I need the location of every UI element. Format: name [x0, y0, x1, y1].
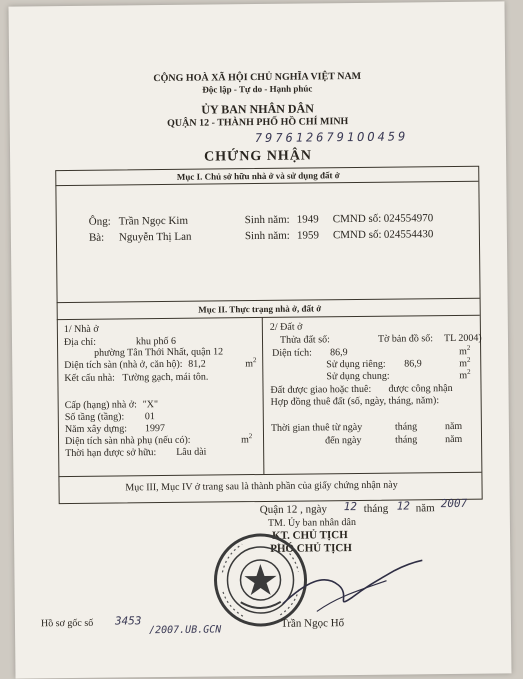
- owner1-prefix: Ông:: [88, 215, 111, 228]
- owner2-prefix: Bà:: [88, 231, 105, 244]
- private-use-value: 86,9: [404, 358, 422, 370]
- date-place: Quận 12 , ngày: [259, 503, 328, 517]
- lease-from-label: Thời gian thuê từ ngày: [270, 421, 363, 434]
- lease-from-month-label: tháng: [394, 421, 418, 433]
- lease-to-label: đến ngày: [325, 434, 362, 447]
- owner2-name: Nguyễn Thị Lan: [118, 230, 192, 244]
- floor-area-unit: $m^2$: [245, 356, 257, 370]
- private-use-unit: $m^2$: [459, 355, 471, 370]
- date-day: 12: [343, 499, 358, 514]
- file-number-suffix: /2007.UB.GCN: [148, 624, 222, 637]
- lease-to-month-label: tháng: [394, 434, 418, 446]
- signature-icon: [276, 550, 427, 622]
- area-unit: $m^2$: [459, 343, 471, 358]
- section2-heading: Mục II. Thực trạng nhà ở, đất ở: [198, 303, 322, 315]
- on-behalf: TM. Ủy ban nhân dân: [267, 517, 357, 529]
- date-month-label: tháng: [363, 502, 389, 515]
- land-title: 2/ Đất ở: [269, 321, 303, 333]
- serial-number: 7976126791OO459: [254, 129, 409, 146]
- term-label: Thời hạn được sở hữu:: [65, 447, 157, 460]
- area-value: 86,9: [330, 347, 348, 359]
- private-use-label: Sử dụng riêng:: [326, 358, 386, 371]
- floors-label: Số tầng (tầng):: [64, 411, 125, 424]
- district-title: QUẬN 12 - THÀNH PHỐ HỒ CHÍ MINH: [167, 116, 349, 129]
- floor-area-label: Diện tích sàn (nhà ở, căn hộ):: [64, 358, 183, 372]
- plot-label: Thửa đất số:: [279, 334, 330, 346]
- position-title: PHÓ CHỦ TỊCH: [270, 542, 352, 555]
- file-number-value: 3453: [114, 614, 142, 628]
- floors-value: 01: [144, 411, 155, 423]
- date-year: 2007: [440, 496, 468, 511]
- owner2-id-label: CMND số:: [332, 228, 382, 242]
- area-label: Diện tích:: [272, 347, 312, 359]
- floor-area-value: 81,2: [188, 358, 206, 370]
- term-value: Lâu dài: [176, 446, 207, 458]
- owner1-birth-label: Sinh năm:: [244, 213, 290, 227]
- house-address-line2: phường Tân Thới Nhất, quận 12: [94, 346, 224, 359]
- owner1-id-label: CMND số:: [332, 212, 382, 226]
- shared-use-unit: $m^2$: [459, 367, 471, 382]
- signer-name: Trần Ngọc Hổ: [280, 617, 345, 630]
- house-title: 1/ Nhà ở: [63, 323, 99, 336]
- date-month: 12: [396, 499, 411, 513]
- built-value: 1997: [144, 423, 165, 435]
- house-address-line1: khu phố 6: [135, 335, 177, 348]
- grade-value: "X": [142, 399, 159, 411]
- allocation-value: được công nhận: [388, 382, 453, 395]
- structure-value: Tường gạch, mái tôn.: [122, 371, 209, 384]
- map-label: Tờ bản đồ số:: [377, 333, 434, 345]
- section1-heading: Mục I. Chủ sở hữu nhà ở và sử dụng đất ở: [176, 170, 340, 182]
- aux-area-label: Diện tích sàn nhà phụ (nếu có):: [64, 434, 191, 448]
- document-title: CHỨNG NHẬN: [204, 148, 313, 165]
- house-address-label: Địa chỉ:: [63, 336, 97, 349]
- country-title: CỘNG HOÀ XÃ HỘI CHỦ NGHĨA VIỆT NAM: [153, 70, 362, 85]
- map-value: TL 2004): [443, 332, 482, 345]
- structure-label: Kết cấu nhà:: [64, 372, 115, 385]
- authority-title: ỦY BAN NHÂN DÂN: [201, 101, 314, 117]
- built-label: Năm xây dựng:: [64, 423, 128, 436]
- section3-note: Mục III, Mục IV ở trang sau là thành phần của giấy chứng nhận này: [125, 479, 398, 494]
- shared-use-label: Sử dụng chung:: [326, 370, 390, 383]
- owner2-birth-year: 1959: [296, 229, 319, 242]
- owner1-birth-year: 1949: [296, 213, 319, 226]
- date-year-label: năm: [415, 502, 435, 515]
- certificate-page: [8, 1, 511, 678]
- owner2-id: 024554430: [383, 228, 434, 241]
- allocation-label: Đất được giao hoặc thuê:: [270, 383, 372, 396]
- lease-to-year-label: năm: [444, 433, 463, 446]
- file-number-label: Hồ sơ gốc số: [40, 617, 94, 630]
- motto: Độc lập - Tự do - Hạnh phúc: [202, 83, 313, 95]
- owner1-id: 024554970: [383, 212, 434, 225]
- aux-area-unit: $m^2$: [240, 432, 253, 446]
- owner1-name: Trần Ngọc Kim: [118, 214, 189, 228]
- kt-title: KT. CHỦ TỊCH: [271, 529, 348, 542]
- grade-label: Cấp (hạng) nhà ở:: [64, 399, 137, 412]
- lease-contract-label: Hợp đồng thuê đất (số, ngày, tháng, năm):: [270, 395, 440, 408]
- lease-from-year-label: năm: [444, 420, 463, 433]
- owner2-birth-label: Sinh năm:: [244, 229, 290, 243]
